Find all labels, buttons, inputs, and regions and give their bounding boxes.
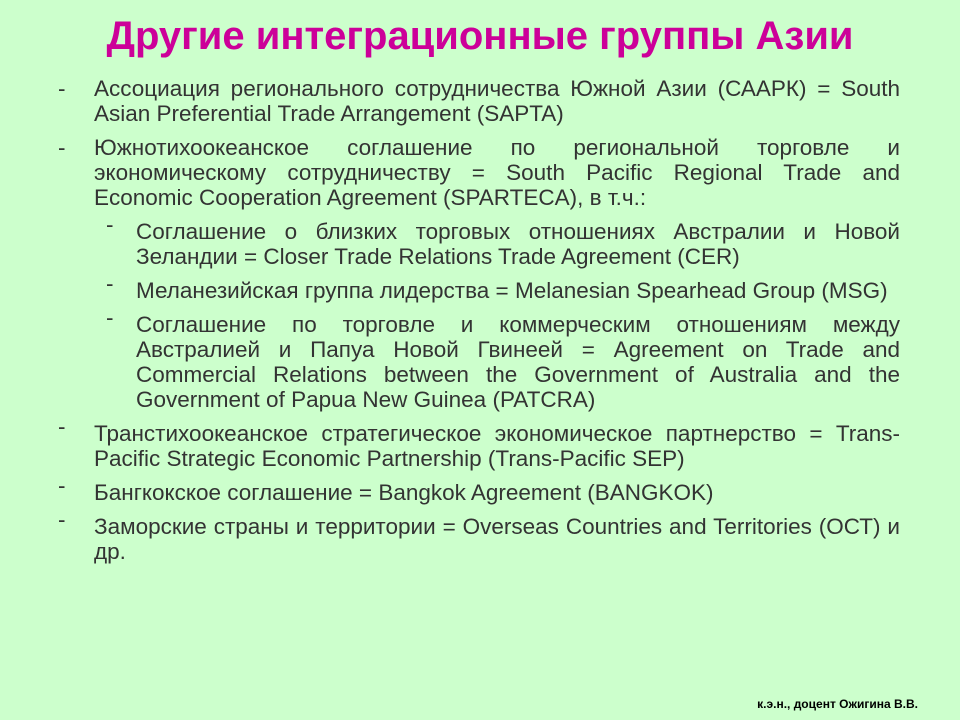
list-item-text: Меланезийская группа лидерства = Melanesian Spearhead Group (MSG) [136, 278, 888, 303]
list-item [58, 76, 900, 126]
list-item [58, 414, 900, 471]
sub-list-item [58, 271, 900, 303]
list-item-text: Транстихоокеанское стратегическое экономическое партнерство = Trans-Pacific Strategic Economic Partnership (Trans-Pacific SEP) [94, 421, 900, 471]
slide-content [58, 76, 900, 573]
list-item-text: Бангкокское соглашение = Bangkok Agreement (BANGKOK) [94, 480, 714, 505]
list-item-text: Южнотихоокеанское соглашение по региональной торговле и экономическому сотрудничеству = South Pacific Regional Trade and Economic Cooperation Agreement (SPARTECA), в т.ч.: [94, 135, 900, 210]
list-marker: - [58, 76, 66, 101]
list-item [58, 135, 900, 210]
list-marker: - [58, 414, 66, 439]
list-marker: - [58, 135, 66, 160]
list-item [58, 507, 900, 564]
list-marker: - [58, 473, 66, 498]
list-marker: - [106, 212, 114, 237]
sub-list-item [58, 212, 900, 269]
list-item-text: Заморские страны и территории = Overseas Countries and Territories (ОСТ) и др. [94, 514, 900, 564]
list-item-text: Соглашение по торговле и коммерческим отношениям между Австралией и Папуа Новой Гвинеей = Agreement on Trade and Commercial Relations between the Government of Australia and the Government of Papua New Guinea (PATCRA) [136, 312, 900, 412]
slide-title: Другие интеграционные группы Азии [106, 14, 854, 58]
list-item-text: Соглашение о близких торговых отношениях Австралии и Новой Зеландии = Closer Trade Relations Trade Agreement (CER) [136, 219, 900, 269]
list-marker: - [106, 271, 114, 296]
list-marker: - [58, 507, 66, 532]
sub-list-item [58, 305, 900, 412]
author-footer: к.э.н., доцент Ожигина В.В. [757, 697, 918, 711]
list-item-text: Ассоциация регионального сотрудничества Южной Азии (СААРК) = South Asian Preferential Trade Arrangement (SAPTA) [94, 76, 900, 126]
list-item [58, 473, 900, 505]
list-marker: - [106, 305, 114, 330]
